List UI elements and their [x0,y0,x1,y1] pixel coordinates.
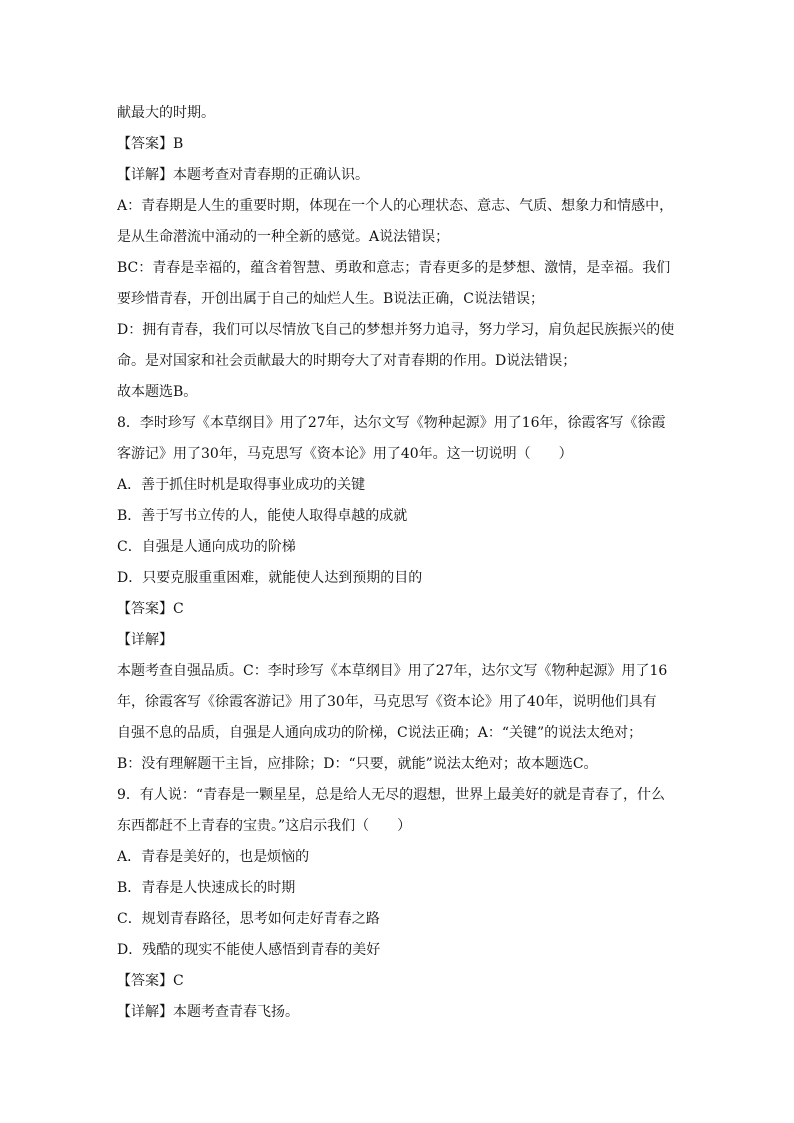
option-c: C．自强是人通向成功的阶梯 [117,539,296,555]
question-9: 9．有人说：“青春是一颗星星，总是给人无尽的遐想，世界上最美好的就是青春了，什么 [117,787,666,803]
question-8: 8．李时珍写《本草纲目》用了27年，达尔文写《物种起源》用了16年，徐霞客写《徐霞 [117,415,666,431]
text-line: BC：青春是幸福的，蕴含着智慧、勇敢和意志；青春更多的是梦想、激情，是幸福。我们 [117,260,671,276]
text-line: D：拥有青春，我们可以尽情放飞自己的梦想并努力追寻，努力学习，肩负起民族振兴的使 [117,322,675,338]
text-line: 自强不息的品质，自强是人通向成功的阶梯，C说法正确；A：“关键”的说法太绝对； [117,725,643,741]
text-line: 是从生命潜流中涌动的一种全新的感觉。A说法错误； [117,229,450,245]
option-d: D．只要克服重重困难，就能使人达到预期的目的 [117,570,423,586]
answer-label: 【答案】C [117,601,184,617]
option-a: A．善于抓住时机是取得事业成功的关键 [117,477,366,493]
option-d: D．残酷的现实不能使人感悟到青春的美好 [117,942,381,958]
text-line: 本题考查自强品质。C：李时珍写《本草纲目》用了27年，达尔文写《物种起源》用了16 [117,663,668,679]
text-line: A：青春期是人生的重要时期，体现在一个人的心理状态、意志、气质、想象力和情感中， [117,198,674,214]
option-a: A．青春是美好的，也是烦恼的 [117,849,310,865]
text-line: 要珍惜青春，开创出属于自己的灿烂人生。B说法正确，C说法错误； [117,291,544,307]
answer-label: 【答案】B [117,136,184,152]
option-c: C．规划青春路径，思考如何走好青春之路 [117,911,380,927]
question-8-cont: 客游记》用了30年，马克思写《资本论》用了40年。这一切说明（ ） [117,446,573,462]
option-b: B．善于写书立传的人，能使人取得卓越的成就 [117,508,408,524]
question-9-cont: 东西都赶不上青春的宝贵。”这启示我们（ ） [117,818,412,834]
option-b: B．青春是人快速成长的时期 [117,880,296,896]
explanation-label: 【详解】本题考查对青春期的正确认识。 [117,167,369,183]
explanation-label: 【详解】 [117,632,173,648]
text-line: B：没有理解题干主旨，应排除；D：“只要，就能”说法太绝对；故本题选C。 [117,756,598,772]
explanation-label: 【详解】本题考查青春飞扬。 [117,1004,299,1020]
text-line: 故本题选B。 [117,384,198,400]
text-line: 命。是对国家和社会贡献最大的时期夸大了对青春期的作用。D说法错误； [117,353,577,369]
answer-label: 【答案】C [117,973,184,989]
text-line: 年，徐霞客写《徐霞客游记》用了30年，马克思写《资本论》用了40年，说明他们具有 [117,694,657,710]
text-line: 献最大的时期。 [117,105,215,121]
